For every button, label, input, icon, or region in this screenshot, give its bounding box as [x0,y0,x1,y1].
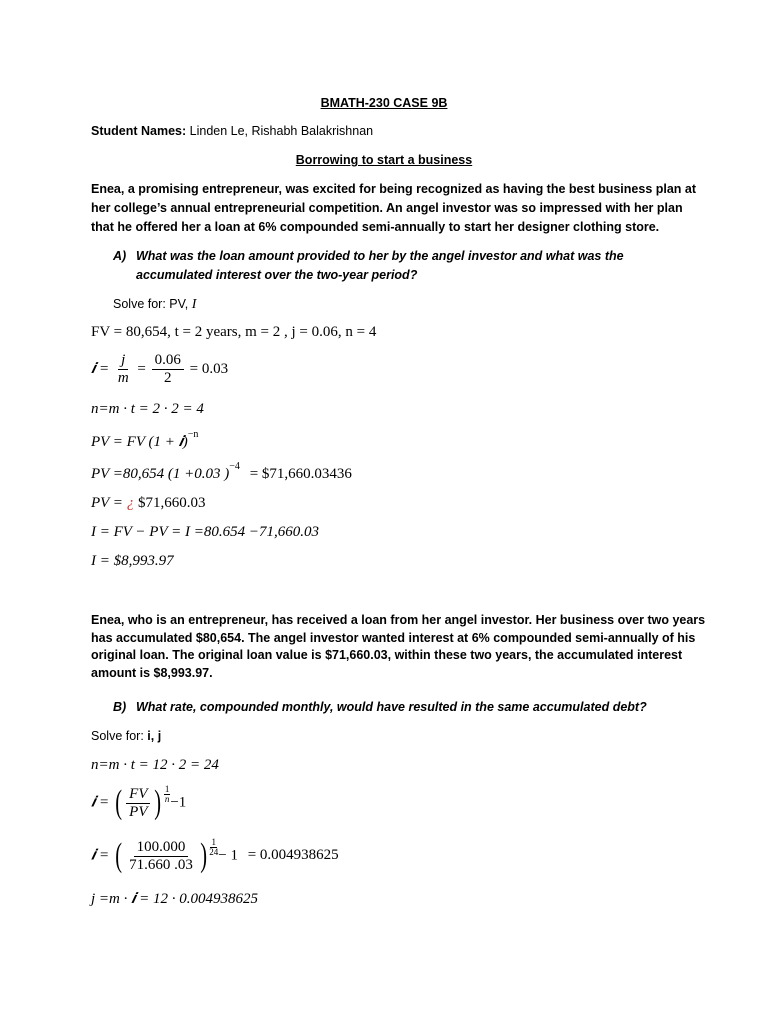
rate-b-tail: −1 [170,794,187,811]
question-b-text: What rate, compounded monthly, would have resulted in the same accumulated debt? [136,700,647,714]
left-paren: ( [115,837,122,874]
exponent-numerator: 1 [164,784,170,795]
intro-line-2: her college’s annual entrepreneurial competition. An angel investor was so impressed with her plan [91,201,683,215]
pv-rounded-lhs: PV = [91,495,123,511]
rate-formula-a: 𝒊 = $\frac{j}{m}$ = $\frac{0.06}{2}$ = 0.03 [91,352,229,386]
solve-for-a-label: Solve for: PV, [113,297,189,311]
rate-symbol: 𝒊 = [91,360,110,377]
pv-rounded [91,495,205,512]
question-b-marker: B) [113,700,127,714]
fraction-numerator: j [118,352,128,370]
rate-b-fraction [126,786,150,821]
rate-b2-tail: − 1 [218,847,238,864]
rate-calculation-b [91,836,339,876]
solve-for-b-label: Solve for: [91,729,144,743]
rate-fraction-numeric [152,352,184,387]
pv-formula-text: PV = FV (1 + 𝒊) [91,434,188,450]
summary-line-1: Enea, who is an entrepreneur, has received a loan from her angel investor. Her business over two years [91,613,706,627]
summary-line-4: amount is $8,993.97. [91,666,213,680]
solve-for-a [113,297,196,313]
exponent-numerator: 1 [211,837,216,848]
summary-line-2: has accumulated $80,654. The angel investor wanted interest at 6% compounded semi-annually of his [91,631,696,645]
left-paren: ( [115,784,122,821]
fraction-numerator: 100.000 [134,839,189,857]
rate-b2-result: = 0.004938625 [247,847,339,864]
pv-formula [91,429,199,451]
rate-result: = 0.03 [189,360,229,377]
intro-line-1: Enea, a promising entrepreneur, was excited for being recognized as having the best business plan at [91,182,697,196]
fraction-denominator: m [117,370,129,386]
rate-b-symbol: 𝒊 = [91,794,110,811]
periods-line-a [91,401,204,418]
exponent-denominator: n [164,794,170,805]
page-title: BMATH-230 CASE 9B [320,96,448,110]
question-a-line-2: accumulated interest over the two-year period? [136,268,418,282]
student-names-label: Student Names: [91,124,187,138]
interest-calculation-text: I = FV − PV = I =80.654 −71,660.03 [91,524,319,540]
section-subtitle: Borrowing to start a business [295,153,473,167]
solve-for-a-var: I [191,297,197,312]
rate-b2-fraction [126,839,196,874]
interest-calculation [91,524,319,541]
right-paren: ) [200,837,207,874]
periods-line-b [91,757,219,774]
student-names-value: Linden Le, Rishabh Balakrishnan [189,124,374,138]
pv-rounded-value: $71,660.03 [137,495,206,511]
fraction-denominator: PV [129,803,148,820]
solve-for-b [91,729,161,743]
periods-text: n=m · t = 2 · 2 = 4 [91,401,204,417]
exponent-denominator: 24 [209,847,219,858]
intro-line-3: that he offered her a loan at 6% compounded semi-annually to start her designer clothing store. [91,220,660,234]
rate-fraction-symbolic [115,352,132,387]
pv-calculation [91,461,352,483]
solve-for-b-vars: i, j [147,729,162,743]
pv-calculation-result: = $71,660.03436 [249,466,352,482]
pv-rounded-glyph: ¿ [126,495,135,511]
fraction-numerator: FV [126,786,150,804]
pv-calculation-exponent: −4 [229,461,240,472]
nominal-rate-text: j =m · 𝒊 = 12 · 0.004938625 [91,891,258,907]
rate-b2-symbol: 𝒊 = [91,847,110,864]
fraction-denominator: 2 [164,370,172,386]
givens-line: FV = 80,654, t = 2 years, m = 2 , j = 0.06, n = 4 [91,324,377,340]
nominal-rate-line [91,890,258,908]
interest-result [91,553,174,570]
student-names-line [91,124,373,138]
rate-formula-b [91,783,186,823]
interest-result-text: I = $8,993.97 [91,553,174,569]
right-paren: ) [154,784,162,821]
question-a-line-1: What was the loan amount provided to her by the angel investor and what was the [136,249,624,263]
pv-formula-exponent: −n [187,429,199,440]
fraction-denominator: 71.660 .03 [129,856,193,873]
periods-b-text: n=m · t = 12 · 2 = 24 [91,757,219,773]
pv-calculation-text: PV =80,654 (1 +0.03 ) [91,466,230,482]
rate-b2-exponent [209,838,218,857]
summary-line-3: original loan. The original loan value is $71,660.03, within these two years, the accumulated interest [91,648,683,662]
question-a-marker: A) [113,249,127,263]
fraction-numerator: 0.06 [152,352,184,370]
